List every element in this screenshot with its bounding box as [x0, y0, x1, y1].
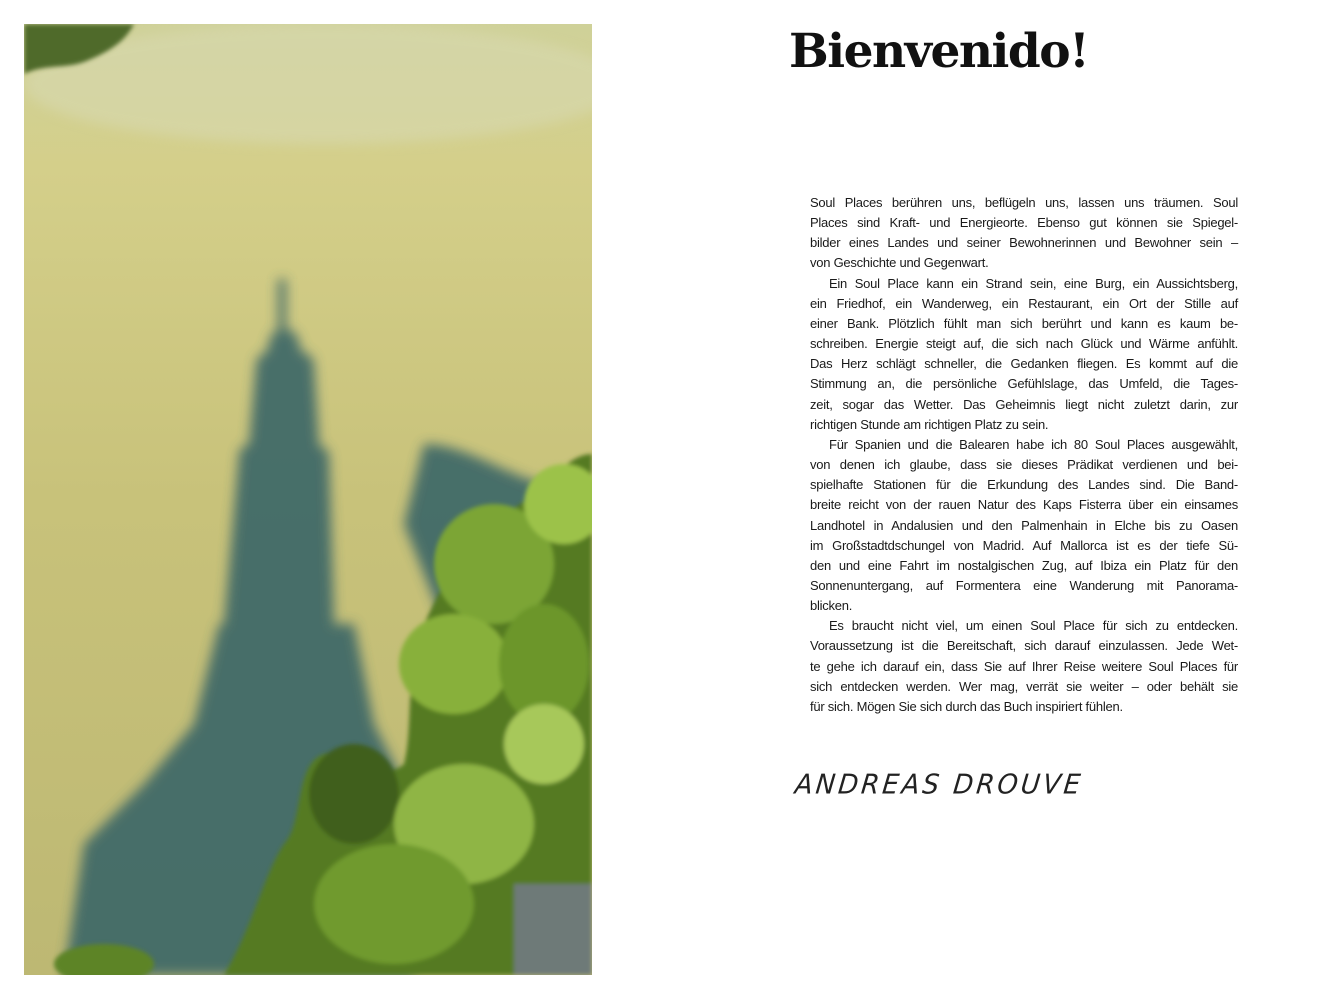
- text-line: blicken.: [810, 598, 853, 614]
- text-line: Voraussetzung ist die Bereitschaft, sich darauf einzulassen. Jede Wet-: [810, 638, 1238, 654]
- text-line: bilder eines Landes und seiner Bewohnerinnen und Bewohner sein –: [810, 235, 1238, 251]
- paragraph: [810, 616, 1238, 717]
- text-line: ein Friedhof, ein Wanderweg, ein Restaurant, ein Ort der Stille auf: [810, 295, 1238, 311]
- text-line: Für Spanien und die Balearen habe ich 80 Soul Places ausgewählt,: [829, 436, 1238, 452]
- text-line: Es braucht nicht viel, um einen Soul Place für sich zu entdecken.: [829, 618, 1238, 634]
- page-title: Bienvenido!: [789, 24, 1089, 79]
- paragraph: [810, 435, 1238, 616]
- text-line: für sich. Mögen Sie sich durch das Buch inspiriert fühlen.: [810, 698, 1123, 714]
- text-line: von denen ich glaube, dass sie dieses Prädikat verdienen und bei-: [810, 457, 1238, 473]
- text-line: richtigen Stunde am richtigen Platz zu sein.: [810, 416, 1049, 432]
- paragraph: [810, 274, 1238, 435]
- text-line: zeit, sogar das Wetter. Das Geheimnis liegt nicht zuletzt darin, zur: [810, 396, 1238, 412]
- intro-text: [810, 193, 1238, 717]
- text-line: von Geschichte und Gegenwart.: [810, 255, 989, 271]
- text-line: te gehe ich darauf ein, dass Sie auf Ihrer Reise weitere Soul Places für: [810, 658, 1238, 674]
- tower-shadow-photo: [24, 24, 592, 975]
- text-line: schreiben. Energie steigt auf, die sich nach Glück und Wärme anfühlt.: [810, 336, 1238, 352]
- text-line: Stimmung an, die persönliche Gefühlslage, das Umfeld, die Tages-: [810, 376, 1238, 392]
- text-line: im Großstadtdschungel von Madrid. Auf Mallorca ist es der tiefe Sü-: [810, 537, 1238, 553]
- text-line: breite reicht von der rauen Natur des Kaps Fisterra über ein einsames: [810, 497, 1238, 513]
- text-line: Sonnenuntergang, auf Formentera eine Wanderung mit Panorama-: [810, 577, 1238, 593]
- paragraph: [810, 193, 1238, 274]
- text-line: Das Herz schlägt schneller, die Gedanken fliegen. Es kommt auf die: [810, 356, 1238, 372]
- text-line: Ein Soul Place kann ein Strand sein, eine Burg, ein Aussichtsberg,: [829, 275, 1238, 291]
- text-line: Landhotel in Andalusien und den Palmenhain in Elche bis zu Oasen: [810, 517, 1238, 533]
- text-line: sich entdecken werden. Wer mag, verrät sie weiter – oder behält sie: [810, 678, 1238, 694]
- text-line: spielhafte Stationen für die Erkundung des Landes sind. Die Band-: [810, 477, 1238, 493]
- text-line: einer Bank. Plötzlich fühlt man sich berührt und kann es kaum be-: [810, 315, 1238, 331]
- text-line: Soul Places berühren uns, beflügeln uns, lassen uns träumen. Soul: [810, 195, 1238, 210]
- text-line: Places sind Kraft- und Energieorte. Ebenso gut können sie Spiegel-: [810, 215, 1238, 231]
- text-line: den und eine Fahrt im nostalgischen Zug, auf Ibiza ein Platz für den: [810, 557, 1238, 573]
- author-signature: ANDREAS DROUVE: [793, 769, 1085, 801]
